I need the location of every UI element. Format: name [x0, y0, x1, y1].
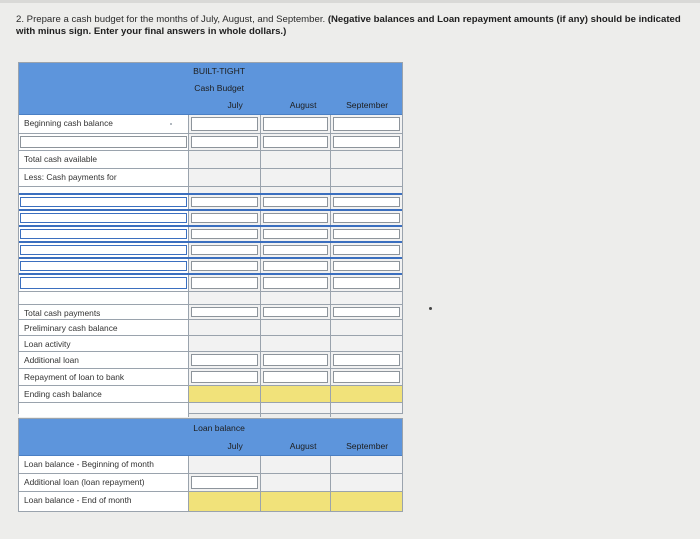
input-receipts-september[interactable] — [333, 136, 400, 148]
output-loan-end-september — [331, 492, 402, 511]
input-total-payments-august[interactable] — [263, 307, 329, 317]
cash-budget-table — [18, 62, 403, 414]
label-beginning-cash: Beginning cash balance — [19, 115, 189, 133]
input-total-payments-july[interactable] — [191, 307, 258, 317]
stray-dot-mark-2 — [170, 123, 172, 125]
input-beginning-august[interactable] — [263, 117, 329, 131]
input-loan-additional-july[interactable] — [191, 476, 258, 489]
row-total-payments — [19, 305, 402, 320]
label-loan-activity: Loan activity — [19, 336, 189, 351]
input-payment-5-august[interactable] — [263, 261, 329, 271]
row-total-available — [19, 151, 402, 169]
input-payment-1-label[interactable] — [20, 197, 187, 207]
output-loan-end-july — [189, 492, 261, 511]
input-receipts-august[interactable] — [263, 136, 329, 148]
month-september: September — [346, 100, 389, 110]
row-payment-5 — [19, 259, 402, 275]
output-loan-end-august — [261, 492, 332, 511]
row-payment-6 — [19, 275, 402, 292]
company-name: BUILT-TIGHT — [193, 66, 246, 76]
input-payment-5-september[interactable] — [333, 261, 400, 271]
row-less-payments — [19, 169, 402, 187]
row-payment-3 — [19, 227, 402, 243]
month-august: August — [289, 100, 317, 110]
input-payment-2-september[interactable] — [333, 213, 400, 223]
input-payment-6-july[interactable] — [191, 277, 258, 289]
row-ending-cash — [19, 386, 402, 403]
top-divider — [0, 0, 700, 3]
row-spacer-2 — [19, 292, 402, 305]
instructions-text: 2. Prepare a cash budget for the months of July, August, and September. — [16, 14, 328, 25]
row-loan-additional — [19, 474, 402, 492]
row-receipts — [19, 134, 402, 151]
input-payment-1-august[interactable] — [263, 197, 329, 207]
month-july: July — [227, 100, 243, 110]
loan-month-july: July — [227, 441, 243, 451]
label-loan-beginning: Loan balance - Beginning of month — [19, 456, 189, 473]
row-preliminary — [19, 320, 402, 336]
input-payment-6-label[interactable] — [20, 277, 187, 289]
input-receipts-july[interactable] — [191, 136, 258, 148]
input-total-payments-september[interactable] — [333, 307, 400, 317]
output-ending-august — [261, 386, 332, 402]
row-additional-loan — [19, 352, 402, 369]
row-beginning-cash — [19, 115, 402, 134]
loan-balance-title: Loan balance — [193, 423, 245, 433]
input-repayment-september[interactable] — [333, 371, 400, 383]
label-ending-cash: Ending cash balance — [19, 386, 189, 402]
row-loan-end — [19, 492, 402, 511]
instructions-bold-text: (Negative balances and Loan repayment amounts (if any) should be indicated with minus sign. Enter your final answers in whole dollars.) — [16, 14, 681, 37]
row-loan-beginning — [19, 456, 402, 474]
input-payment-4-july[interactable] — [191, 245, 258, 255]
question-instructions — [16, 14, 696, 38]
input-beginning-july[interactable] — [191, 117, 258, 131]
input-payment-2-august[interactable] — [263, 213, 329, 223]
input-payment-4-august[interactable] — [263, 245, 329, 255]
cash-budget-header — [19, 63, 402, 115]
input-additional-loan-september[interactable] — [333, 354, 400, 366]
input-payment-6-august[interactable] — [263, 277, 329, 289]
input-repayment-july[interactable] — [191, 371, 258, 383]
input-payment-6-september[interactable] — [333, 277, 400, 289]
label-total-available: Total cash available — [19, 151, 189, 168]
input-payment-3-july[interactable] — [191, 229, 258, 239]
stray-dot-mark — [429, 307, 432, 310]
row-payment-2 — [19, 211, 402, 227]
input-payment-2-label[interactable] — [20, 213, 187, 223]
cash-budget-title: Cash Budget — [194, 83, 244, 93]
row-loan-activity — [19, 336, 402, 352]
input-payment-4-label[interactable] — [20, 245, 187, 255]
loan-month-august: August — [289, 441, 317, 451]
input-additional-loan-august[interactable] — [263, 354, 329, 366]
label-total-payments: Total cash payments — [19, 305, 189, 319]
input-payment-3-label[interactable] — [20, 229, 187, 239]
input-payment-2-july[interactable] — [191, 213, 258, 223]
input-payment-1-july[interactable] — [191, 197, 258, 207]
input-receipts-label[interactable] — [20, 136, 187, 148]
row-spacer-3 — [19, 403, 402, 417]
label-additional-loan: Additional loan — [19, 352, 189, 368]
loan-month-september: September — [346, 441, 389, 451]
label-less-payments: Less: Cash payments for — [19, 169, 189, 186]
label-loan-additional: Additional loan (loan repayment) — [19, 474, 189, 491]
input-additional-loan-july[interactable] — [191, 354, 258, 366]
row-payment-1 — [19, 195, 402, 211]
input-beginning-september[interactable] — [333, 117, 400, 131]
loan-balance-header — [19, 419, 402, 456]
label-loan-end: Loan balance - End of month — [19, 492, 189, 511]
label-preliminary: Preliminary cash balance — [19, 320, 189, 335]
row-spacer-1 — [19, 187, 402, 195]
row-repayment — [19, 369, 402, 386]
input-payment-4-september[interactable] — [333, 245, 400, 255]
label-repayment: Repayment of loan to bank — [19, 369, 189, 385]
input-payment-5-label[interactable] — [20, 261, 187, 271]
row-payment-4 — [19, 243, 402, 259]
loan-balance-table — [18, 418, 403, 512]
input-payment-5-july[interactable] — [191, 261, 258, 271]
input-payment-1-september[interactable] — [333, 197, 400, 207]
output-ending-july — [189, 386, 261, 402]
input-payment-3-august[interactable] — [263, 229, 329, 239]
input-repayment-august[interactable] — [263, 371, 329, 383]
output-ending-september — [331, 386, 402, 402]
input-payment-3-september[interactable] — [333, 229, 400, 239]
